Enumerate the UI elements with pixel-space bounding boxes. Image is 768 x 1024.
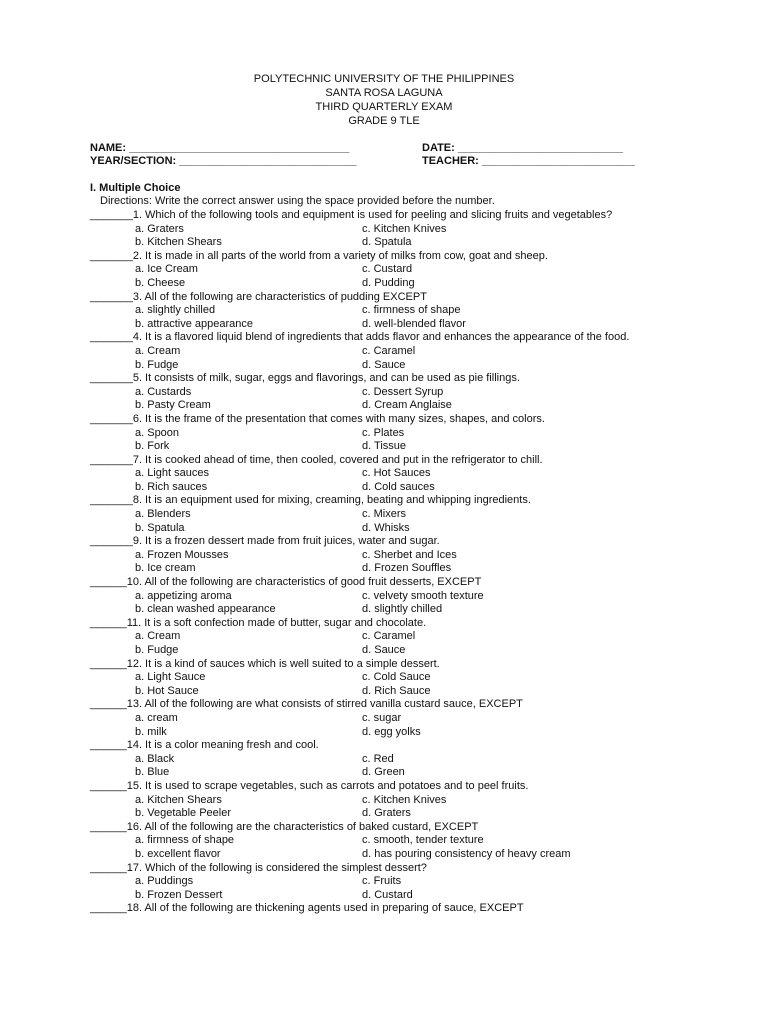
year-section-field[interactable]: YEAR/SECTION: _____________________________ xyxy=(90,155,357,167)
choice-a: a. Cream xyxy=(135,630,181,643)
option-row xyxy=(0,848,768,862)
choice-b: b. Spatula xyxy=(135,521,185,534)
option-row xyxy=(0,481,768,495)
option-row xyxy=(0,386,768,400)
option-row xyxy=(0,726,768,740)
choice-b: b. Pasty Cream xyxy=(135,399,211,412)
option-row xyxy=(0,318,768,332)
university-name: POLYTECHNIC UNIVERSITY OF THE PHILIPPINES xyxy=(253,73,515,85)
choice-d: d. well-blended flavor xyxy=(362,317,466,330)
grade-subject: GRADE 9 TLE xyxy=(348,115,420,127)
option-row xyxy=(0,345,768,359)
question-item xyxy=(0,698,768,739)
choice-d: d. Whisks xyxy=(362,521,410,534)
question-stem: ______10. All of the following are characteristics of good fruit desserts, EXCEPT xyxy=(90,576,482,589)
question-stem: ______17. Which of the following is considered the simplest dessert? xyxy=(90,861,427,874)
choice-a: a. Ice Cream xyxy=(135,263,198,276)
question-item xyxy=(0,821,768,862)
option-row xyxy=(0,223,768,237)
question-stem: _______3. All of the following are characteristics of pudding EXCEPT xyxy=(90,290,427,303)
campus-name: SANTA ROSA LAGUNA xyxy=(325,87,443,99)
question-stem: _______1. Which of the following tools and equipment is used for peeling and slicing fruits and vegetables? xyxy=(90,209,613,221)
option-row xyxy=(0,630,768,644)
choice-c: c. Caramel xyxy=(362,344,416,357)
question-item xyxy=(0,494,768,535)
choice-d: d. Frozen Souffles xyxy=(362,562,452,575)
choice-b: b. Fudge xyxy=(135,644,179,656)
option-row xyxy=(0,522,768,536)
question-item xyxy=(0,780,768,821)
choice-c: c. velvety smooth texture xyxy=(362,589,484,602)
option-row xyxy=(0,807,768,821)
choice-d: d. Sauce xyxy=(362,358,406,371)
question-item xyxy=(0,454,768,495)
question-stem: _______4. It is a flavored liquid blend of ingredients that adds flavor and enhances the appearance of the food. xyxy=(90,331,630,344)
choice-a: a. slightly chilled xyxy=(135,304,216,317)
option-row xyxy=(0,834,768,848)
question-item xyxy=(0,413,768,454)
directions-text: Directions: Write the correct answer using the space provided before the number. xyxy=(100,195,495,207)
option-row xyxy=(0,399,768,413)
choice-b: b. attractive appearance xyxy=(135,317,254,330)
choice-b: b. Kitchen Shears xyxy=(135,236,222,249)
question-stem: ______11. It is a soft confection made of butter, sugar and chocolate. xyxy=(90,616,427,629)
question-stem: _______6. It is the frame of the presentation that comes with many sizes, shapes, and colors. xyxy=(90,412,545,425)
choice-c: c. Kitchen Knives xyxy=(362,222,447,235)
choice-a: a. cream xyxy=(135,711,178,724)
choice-a: a. Spoon xyxy=(135,426,180,439)
choice-b: b. Vegetable Peeler xyxy=(135,807,232,820)
option-row xyxy=(0,875,768,889)
question-item xyxy=(0,739,768,780)
choice-c: c. Red xyxy=(362,752,394,765)
question-item xyxy=(0,291,768,332)
question-item xyxy=(0,862,768,903)
option-row xyxy=(0,263,768,277)
option-row xyxy=(0,685,768,699)
choice-a: a. Black xyxy=(135,752,175,765)
choice-b: b. Frozen Dessert xyxy=(135,888,223,901)
question-stem: ______18. All of the following are thickening agents used in preparing of sauce, EXCEPT xyxy=(90,902,524,915)
option-row xyxy=(0,889,768,903)
choice-a: a. Custards xyxy=(135,385,192,398)
choice-d: d. Cream Anglaise xyxy=(362,399,452,412)
exam-header xyxy=(0,72,768,128)
option-row xyxy=(0,766,768,780)
option-row xyxy=(0,427,768,441)
teacher-field[interactable]: TEACHER: _________________________ xyxy=(422,155,635,167)
choice-c: c. Dessert Syrup xyxy=(362,385,444,398)
choice-b: b. Blue xyxy=(135,766,170,779)
question-item xyxy=(0,250,768,291)
choice-c: c. Sherbet and Ices xyxy=(362,548,457,561)
choice-b: b. Fork xyxy=(135,440,170,453)
choice-b: b. Hot Sauce xyxy=(135,684,199,697)
choice-d: d. Spatula xyxy=(362,236,412,249)
question-stem: ______16. All of the following are the characteristics of baked custard, EXCEPT xyxy=(90,820,479,833)
option-row xyxy=(0,304,768,318)
choice-d: d. Rich Sauce xyxy=(362,684,431,697)
choice-c: c. Custard xyxy=(362,263,413,276)
choice-c: c. Caramel xyxy=(362,630,416,643)
name-field[interactable]: NAME: ____________________________________ xyxy=(90,142,350,154)
option-row xyxy=(0,508,768,522)
choice-c: c. Cold Sauce xyxy=(362,671,431,684)
choice-d: d. Custard xyxy=(362,888,413,901)
option-row xyxy=(0,359,768,373)
choice-a: a. Light sauces xyxy=(135,467,209,480)
choice-a: a. Puddings xyxy=(135,875,194,888)
question-item xyxy=(0,535,768,576)
choice-b: b. Rich sauces xyxy=(135,480,208,493)
exam-title: THIRD QUARTERLY EXAM xyxy=(315,101,453,113)
option-row xyxy=(0,712,768,726)
question-item xyxy=(0,902,768,916)
choice-b: b. Fudge xyxy=(135,358,179,371)
choice-a: a. Blenders xyxy=(135,508,191,521)
question-stem: ______12. It is a kind of sauces which is well suited to a simple dessert. xyxy=(90,657,440,670)
choice-d: d. Tissue xyxy=(362,440,407,453)
section-title: I. Multiple Choice xyxy=(90,182,181,194)
question-item xyxy=(0,658,768,699)
choice-a: a. Light Sauce xyxy=(135,671,206,684)
choice-c: c. firmness of shape xyxy=(362,304,461,317)
choice-b: b. Ice cream xyxy=(135,562,196,575)
choice-b: b. Cheese xyxy=(135,276,186,289)
choice-d: d. has pouring consistency of heavy cream xyxy=(362,847,571,860)
option-row xyxy=(0,753,768,767)
choice-b: b. excellent flavor xyxy=(135,847,221,860)
question-stem: ______13. All of the following are what consists of stirred vanilla custard sauce, EXCEPT xyxy=(90,698,523,711)
option-row xyxy=(0,590,768,604)
question-list xyxy=(0,209,768,916)
option-row xyxy=(0,277,768,291)
question-item xyxy=(0,209,768,250)
question-item xyxy=(0,576,768,617)
question-item xyxy=(0,372,768,413)
choice-c: c. Mixers xyxy=(362,508,406,521)
option-row xyxy=(0,440,768,454)
question-stem: _______7. It is cooked ahead of time, then cooled, covered and put in the refrigerator to chill. xyxy=(90,453,543,466)
choice-c: c. Plates xyxy=(362,426,405,439)
choice-a: a. appetizing aroma xyxy=(135,589,232,602)
option-row xyxy=(0,644,768,658)
question-item xyxy=(0,617,768,658)
choice-c: c. sugar xyxy=(362,711,402,724)
choice-a: a. firmness of shape xyxy=(135,834,235,847)
question-stem: ______14. It is a color meaning fresh and cool. xyxy=(90,739,319,752)
choice-a: a. Graters xyxy=(135,222,184,235)
question-stem: _______5. It consists of milk, sugar, eggs and flavorings, and can be used as pie fillings. xyxy=(90,372,520,385)
question-stem: _______2. It is made in all parts of the world from a variety of milks from cow, goat and sheep. xyxy=(90,249,548,262)
option-row xyxy=(0,467,768,481)
choice-a: a. Frozen Mousses xyxy=(135,548,229,561)
option-row xyxy=(0,671,768,685)
choice-c: c. smooth, tender texture xyxy=(362,834,484,847)
question-stem: _______9. It is a frozen dessert made from fruit juices, water and sugar. xyxy=(90,535,440,548)
option-row xyxy=(0,549,768,563)
question-stem: _______8. It is an equipment used for mixing, creaming, beating and whipping ingredients. xyxy=(90,494,531,507)
choice-c: c. Kitchen Knives xyxy=(362,793,447,806)
choice-d: d. Cold sauces xyxy=(362,480,435,493)
choice-c: c. Hot Sauces xyxy=(362,467,431,480)
choice-d: d. Sauce xyxy=(362,644,406,656)
choice-d: d. Graters xyxy=(362,807,411,820)
choice-d: d. slightly chilled xyxy=(362,603,443,616)
choice-d: d. Green xyxy=(362,766,405,779)
choice-b: b. clean washed appearance xyxy=(135,603,276,616)
question-item xyxy=(0,331,768,372)
option-row xyxy=(0,236,768,250)
question-stem: ______15. It is used to scrape vegetables, such as carrots and potatoes and to peel fruits. xyxy=(90,779,529,792)
option-row xyxy=(0,603,768,617)
choice-b: b. milk xyxy=(135,725,167,738)
choice-d: d. Pudding xyxy=(362,276,415,289)
choice-c: c. Fruits xyxy=(362,875,402,888)
option-row xyxy=(0,794,768,808)
date-field[interactable]: DATE: ___________________________ xyxy=(422,142,624,154)
choice-d: d. egg yolks xyxy=(362,725,421,738)
option-row xyxy=(0,562,768,576)
choice-a: a. Kitchen Shears xyxy=(135,793,222,806)
choice-a: a. Cream xyxy=(135,344,181,357)
